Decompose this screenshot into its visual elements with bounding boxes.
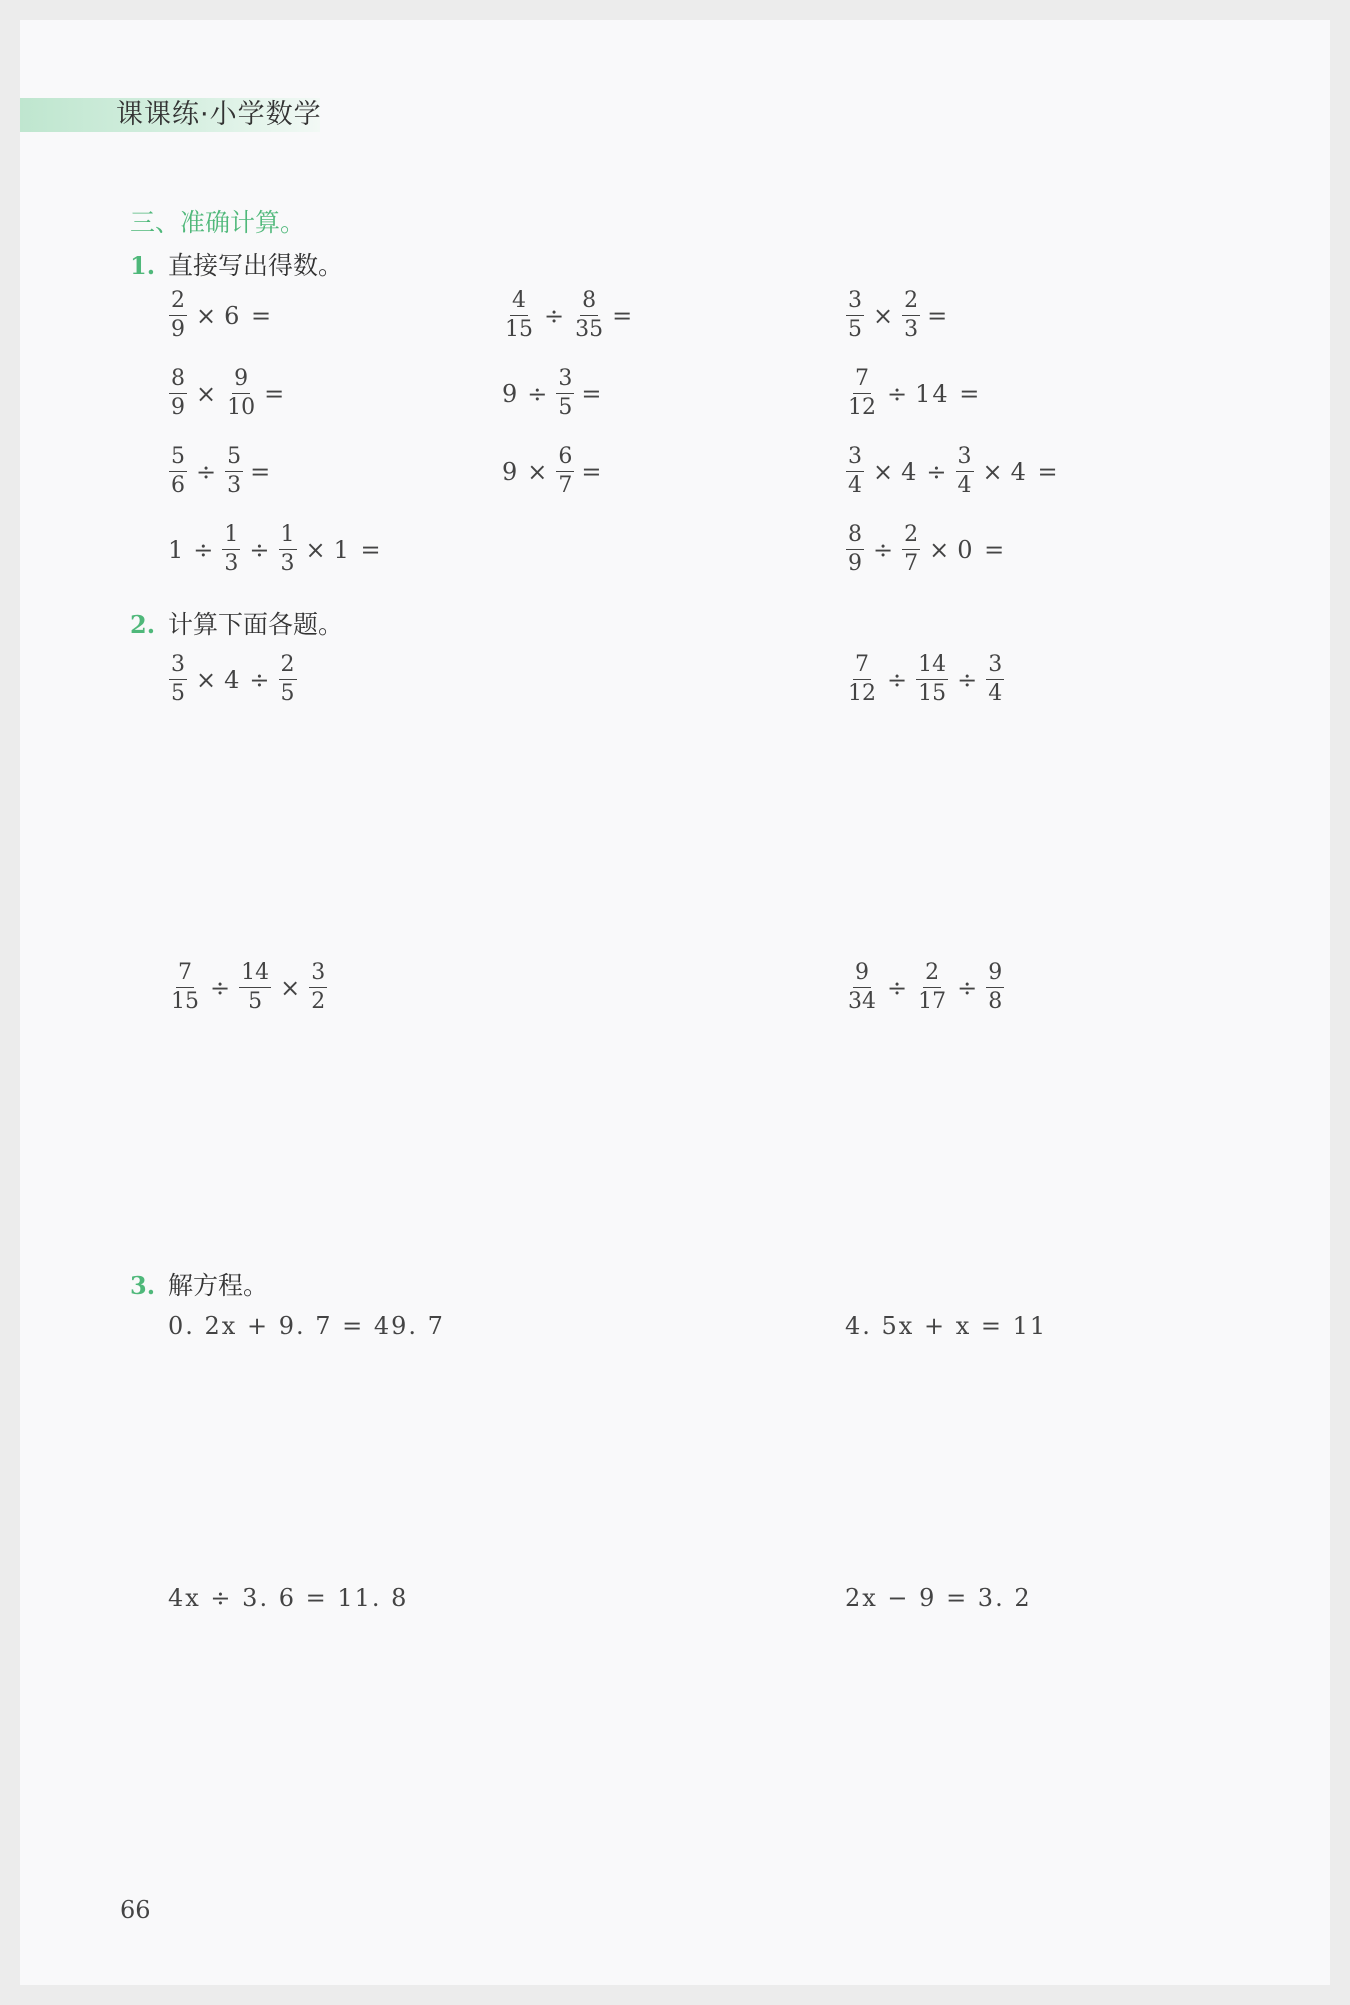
fraction: $\frac{2}{5}$ (280, 652, 295, 706)
question-3-heading (130, 1266, 268, 1302)
question-text: 直接写出得数。 (168, 251, 344, 280)
q1-expression-7: $\frac{5}{6}$ ÷ $\frac{5}{3}$ = (171, 444, 273, 498)
fraction: $\frac{14}{15}$ (918, 652, 947, 706)
fraction: $\frac{9}{10}$ (227, 366, 256, 420)
fraction: $\frac{2}{9}$ (171, 288, 185, 342)
question-2-heading (130, 605, 343, 641)
fraction: $\frac{7}{15}$ (171, 960, 199, 1014)
section-title: 三、准确计算。 (130, 208, 306, 237)
fraction: $\frac{3}{5}$ (171, 652, 185, 706)
fraction: $\frac{5}{3}$ (227, 444, 242, 498)
fraction: $\frac{2}{17}$ (918, 960, 947, 1014)
q1-expression-1: $\frac{2}{9}$ × 6 = (171, 288, 274, 342)
q1-expression-4: $\frac{8}{9}$ × $\frac{9}{10}$ = (171, 366, 287, 420)
q3-equation-2: 4. 5x + x = 11 (845, 1312, 1048, 1340)
question-number: 3. (130, 1271, 156, 1300)
q2-expression-4: $\frac{9}{34}$ ÷ $\frac{2}{17}$ ÷ $\frac{9}{8}$ (848, 960, 1003, 1014)
fraction: $\frac{8}{35}$ (575, 288, 604, 342)
fraction: $\frac{3}{5}$ (558, 366, 573, 420)
q2-expression-3: $\frac{7}{15}$ ÷ $\frac{14}{5}$ × $\frac{3}{2}$ (171, 960, 326, 1014)
fraction: $\frac{9}{8}$ (988, 960, 1003, 1014)
q3-equation-4: 2x − 9 = 3. 2 (845, 1584, 1032, 1612)
q3-equation-3: 4x ÷ 3. 6 = 11. 8 (168, 1584, 409, 1612)
q2-expression-1: $\frac{3}{5}$ × 4 ÷ $\frac{2}{5}$ (171, 652, 295, 706)
question-number: 2. (130, 610, 156, 639)
q1-expression-8: 9 × $\frac{6}{7}$ = (502, 444, 604, 498)
fraction: $\frac{5}{6}$ (171, 444, 185, 498)
fraction: $\frac{9}{34}$ (848, 960, 876, 1014)
fraction: $\frac{8}{9}$ (171, 366, 185, 420)
q1-expression-2: $\frac{4}{15}$ ÷ $\frac{8}{35}$ = (505, 288, 635, 342)
fraction: $\frac{1}{3}$ (280, 522, 295, 576)
fraction: $\frac{8}{9}$ (848, 522, 862, 576)
q3-equation-1: 0. 2x + 9. 7 = 49. 7 (168, 1312, 445, 1340)
question-1-heading (130, 246, 343, 282)
fraction: $\frac{2}{3}$ (904, 288, 919, 342)
fraction: $\frac{3}{4}$ (957, 444, 972, 498)
fraction: $\frac{4}{15}$ (505, 288, 533, 342)
question-number: 1. (130, 251, 156, 280)
page-number: 66 (120, 1896, 151, 1924)
fraction: $\frac{7}{12}$ (848, 652, 876, 706)
fraction: $\frac{1}{3}$ (224, 522, 239, 576)
fraction: $\frac{3}{2}$ (311, 960, 326, 1014)
q1-expression-10: 1 ÷ $\frac{1}{3}$ ÷ $\frac{1}{3}$ × 1 = (168, 522, 383, 576)
fraction: $\frac{14}{5}$ (241, 960, 270, 1014)
q1-expression-3: $\frac{3}{5}$ × $\frac{2}{3}$ = (848, 288, 950, 342)
fraction: $\frac{3}{5}$ (848, 288, 862, 342)
q1-expression-11: $\frac{8}{9}$ ÷ $\frac{2}{7}$ × 0 = (848, 522, 1007, 576)
q1-expression-9: $\frac{3}{4}$ × 4 ÷ $\frac{3}{4}$ × 4 = (848, 444, 1060, 498)
q2-expression-2: $\frac{7}{12}$ ÷ $\frac{14}{15}$ ÷ $\frac{3}{4}$ (848, 652, 1003, 706)
fraction: $\frac{6}{7}$ (558, 444, 573, 498)
workbook-page (20, 20, 1330, 1985)
fraction: $\frac{3}{4}$ (848, 444, 862, 498)
q1-expression-5: 9 ÷ $\frac{3}{5}$ = (502, 366, 604, 420)
fraction: $\frac{3}{4}$ (988, 652, 1003, 706)
question-text: 计算下面各题。 (168, 610, 344, 639)
fraction: $\frac{7}{12}$ (848, 366, 876, 420)
q1-expression-6: $\frac{7}{12}$ ÷ 14 = (848, 366, 982, 420)
question-text: 解方程。 (168, 1271, 269, 1300)
header-title: 课课练·小学数学 (116, 99, 322, 130)
fraction: $\frac{2}{7}$ (904, 522, 919, 576)
